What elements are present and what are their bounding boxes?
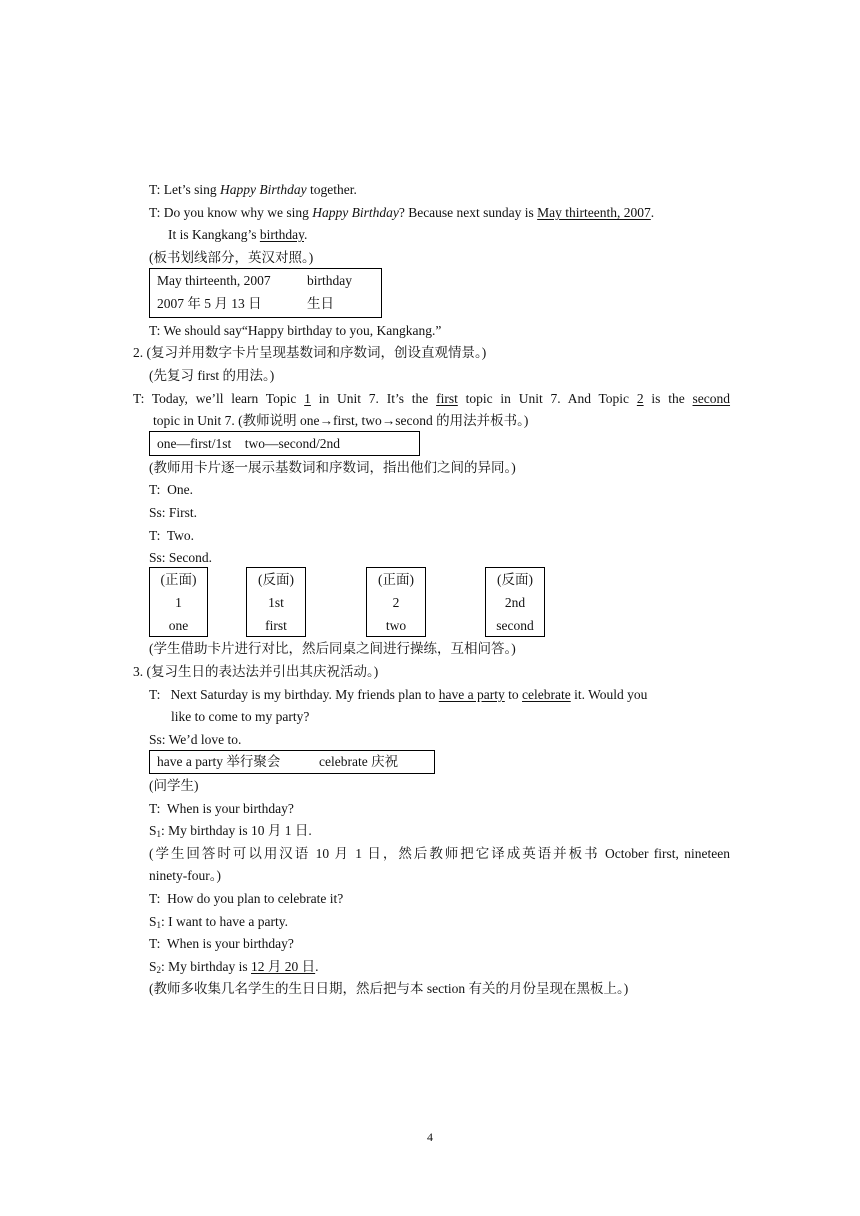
line-14: Ss: Second. (149, 550, 213, 565)
line-5: T: We should say“Happy birthday to you, Kangkang.” (149, 323, 442, 338)
line-29: (教师多收集几名学生的生日日期，然后把与本 section 有关的月份呈现在黑板上。) (149, 981, 629, 996)
board-box-party (149, 750, 435, 774)
board-box-ordinals (149, 431, 420, 456)
number-card-front-1 (149, 567, 208, 637)
line-9: topic in Unit 7. (教师说明 one→first, two→second 的用法并板书。) (153, 413, 529, 428)
box1-r2c2: 生日 (307, 296, 334, 311)
card-side-label: (正面) (160, 572, 197, 587)
card-word: first (265, 618, 287, 633)
card-word: one (168, 618, 189, 633)
line-4: (板书划线部分，英汉对照。) (149, 250, 314, 265)
board-box-birthday (149, 268, 382, 318)
box1-r2c1: 2007 年 5 月 13 日 (157, 296, 262, 311)
card-side-label: (正面) (378, 572, 414, 587)
card-side-label: (反面) (258, 572, 294, 587)
line-21: T: When is your birthday? (149, 801, 294, 816)
line-24: ninety-four。) (149, 868, 221, 883)
box3-c1: have a party 举行聚会 (157, 754, 281, 769)
line-27: T: When is your birthday? (149, 936, 294, 951)
card-number: 2 (392, 595, 400, 610)
line-18: like to come to my party? (171, 709, 310, 724)
line-23: (学生回答时可以用汉语 10 月 1 日，然后教师把它译成英语并板书 October first, nineteen (149, 846, 730, 861)
card-number: 1 (175, 595, 182, 610)
card-word: two (385, 618, 407, 633)
box1-r1c2: birthday (307, 273, 352, 288)
line-26: $S_1$: I want to have a party. (149, 914, 288, 930)
number-card-back-1st (246, 567, 306, 637)
card-number: 2nd (504, 595, 526, 610)
page-number: 4 (427, 1130, 433, 1144)
line-25: T: How do you plan to celebrate it? (149, 891, 344, 906)
card-side-label: (反面) (497, 572, 533, 587)
box2-text: one—first/1st two—second/2nd (157, 436, 340, 451)
line-6: 2. (复习并用数字卡片呈现基数词和序数词，创设直观情景。) (133, 345, 487, 360)
line-22: $S_1$: My birthday is 10 月 1 日. (149, 823, 312, 839)
line-12: Ss: First. (149, 505, 198, 520)
line-16: 3. (复习生日的表达法并引出其庆祝活动。) (133, 664, 379, 679)
line-17: T: Next Saturday is my birthday. My friends plan to have a party to celebrate it. Would you (149, 687, 648, 702)
line-28: $S_2$: My birthday is 12 月 20 日. (149, 959, 319, 975)
line-15: (学生借助卡片进行对比，然后同桌之间进行操练，互相问答。) (149, 641, 516, 656)
box1-r1c1: May thirteenth, 2007 (157, 273, 271, 288)
box3-c2: celebrate 庆祝 (319, 754, 399, 769)
line-3: It is Kangkang’s birthday. (168, 227, 308, 242)
card-word: second (496, 618, 534, 633)
line-7: (先复习 first 的用法。) (149, 368, 275, 383)
line-2: T: Do you know why we sing Happy Birthday? Because next sunday is May thirteenth, 2007. (149, 205, 655, 220)
line-13: T: Two. (149, 528, 195, 543)
number-card-back-2nd (485, 567, 545, 637)
line-20: (问学生) (149, 778, 199, 793)
line-1: T: Let’s sing Happy Birthday together. (149, 182, 357, 197)
line-19: Ss: We’d love to. (149, 732, 242, 747)
number-card-front-2 (366, 567, 426, 637)
card-number: 1st (268, 595, 284, 610)
line-11: T: One. (149, 482, 193, 497)
line-8: T: Today, we’ll learn Topic 1 in Unit 7. It’s the first topic in Unit 7. And Topic 2 is the second (133, 391, 731, 406)
line-10: (教师用卡片逐一展示基数词和序数词，指出他们之间的异同。) (149, 460, 516, 475)
